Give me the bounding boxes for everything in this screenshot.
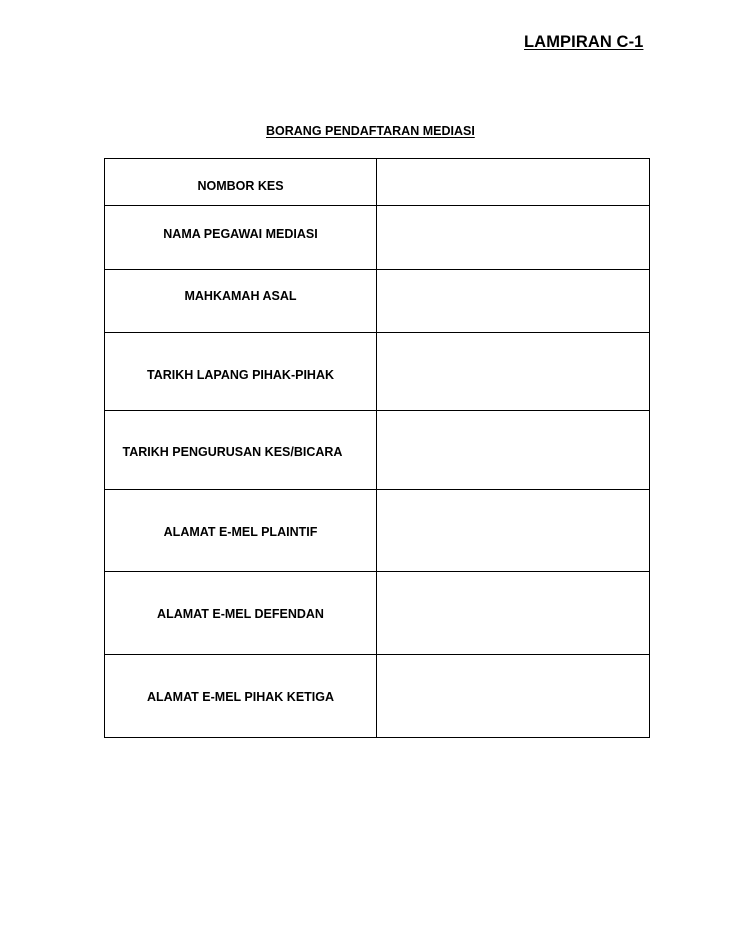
case-number-label: NOMBOR KES — [197, 179, 284, 193]
form-row-mediation-officer — [105, 206, 650, 270]
originating-court-label-cell — [105, 270, 377, 333]
originating-court-field[interactable] — [377, 270, 650, 333]
case-number-label-cell — [105, 159, 377, 206]
plaintiff-email-label-cell — [105, 490, 377, 572]
case-management-date-label-cell — [105, 411, 377, 490]
defendant-email-label-cell — [105, 572, 377, 655]
case-number-field[interactable] — [377, 159, 650, 206]
mediation-officer-label-cell — [105, 206, 377, 270]
form-row-defendant-email — [105, 572, 650, 655]
case-management-date-field[interactable] — [377, 411, 650, 490]
form-row-plaintiff-email — [105, 490, 650, 572]
form-row-case-number — [105, 159, 650, 206]
form-title: BORANG PENDAFTARAN MEDIASI — [266, 124, 475, 138]
mediation-officer-label: NAMA PEGAWAI MEDIASI — [163, 226, 318, 241]
defendant-email-field[interactable] — [377, 572, 650, 655]
parties-available-date-label: TARIKH LAPANG PIHAK-PIHAK — [146, 367, 335, 382]
plaintiff-email-label: ALAMAT E-MEL PLAINTIF — [163, 524, 318, 539]
annex-label: LAMPIRAN C-1 — [524, 33, 644, 51]
third-party-email-label: ALAMAT E-MEL PIHAK KETIGA — [146, 690, 335, 704]
case-management-date-label: TARIKH PENGURUSAN KES/BICARA — [122, 445, 343, 459]
defendant-email-label: ALAMAT E-MEL DEFENDAN — [157, 607, 324, 621]
third-party-email-label-cell — [105, 655, 377, 738]
form-row-originating-court — [105, 270, 650, 333]
parties-available-date-label-cell — [105, 333, 377, 411]
form-row-case-management-date — [105, 411, 650, 490]
third-party-email-field[interactable] — [377, 655, 650, 738]
form-row-parties-available-date — [105, 333, 650, 411]
originating-court-label: MAHKAMAH ASAL — [184, 289, 297, 303]
registration-form-table — [104, 158, 650, 738]
form-row-third-party-email — [105, 655, 650, 738]
plaintiff-email-field[interactable] — [377, 490, 650, 572]
parties-available-date-field[interactable] — [377, 333, 650, 411]
mediation-officer-field[interactable] — [377, 206, 650, 270]
